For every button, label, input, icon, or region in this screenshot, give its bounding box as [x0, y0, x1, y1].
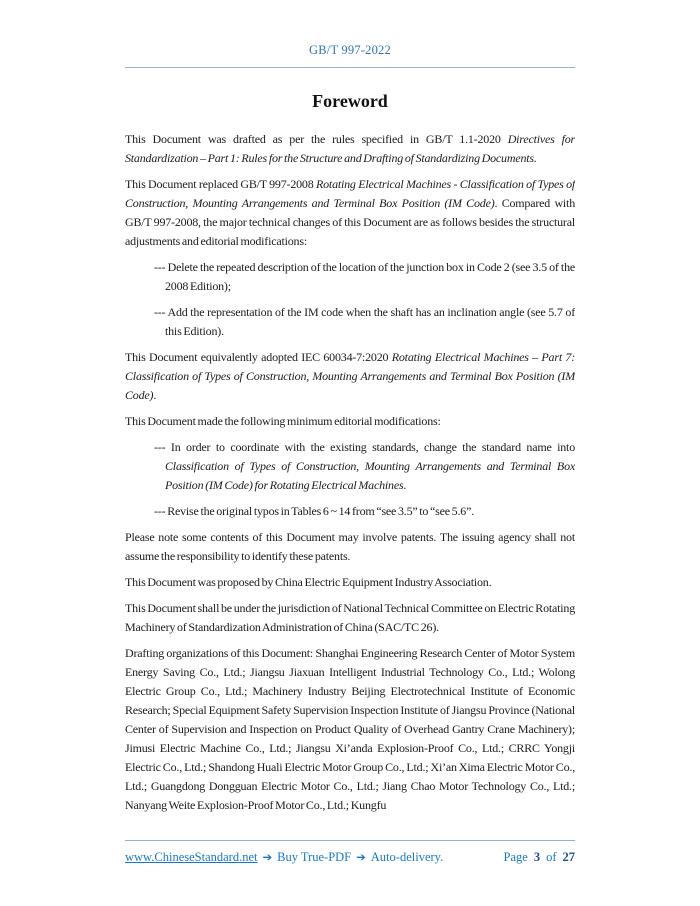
text-run: This Document made the following minimum editorial modifications: [125, 414, 441, 428]
total-page-count: 27 [562, 850, 575, 864]
text-run: This Document shall be under the jurisdiction of National Technical Committee on Electric Rotating Machinery of Standardization Administration of China (SAC/TC 26). [125, 601, 575, 634]
buy-pdf-label: Buy True-PDF [277, 850, 352, 864]
paragraph [125, 412, 575, 431]
text-run: Please note some contents of this Document may involve patents. The issuing agency shall not assume the responsibility to identify these patents. [125, 530, 575, 563]
auto-delivery-label: Auto-delivery. [370, 850, 444, 864]
arrow-icon: ➔ [356, 850, 366, 864]
text-run: --- Add the representation of the IM code when the shaft has an inclination angle (see 5.7 of this Edition). [154, 305, 575, 338]
footer-left [125, 849, 443, 866]
text-run: --- Delete the repeated description of the location of the junction box in Code 2 (see 3.5 of the 2008 Edition); [154, 260, 575, 293]
paragraph [125, 175, 575, 251]
document-body [125, 130, 575, 838]
website-link[interactable]: www.ChineseStandard.net [125, 850, 258, 864]
text-run: Rotating Electrical Machines - Classification of Types of Construction, Mounting Arrangements and Terminal Box Position (IM Code) [125, 177, 575, 210]
current-page-number: 3 [533, 850, 541, 864]
text-run: This Document was drafted as per the rules specified in GB/T 1.1-2020 [125, 132, 508, 146]
bullet-item [154, 438, 575, 495]
bullet-item [154, 258, 575, 296]
page-header [0, 43, 700, 58]
paragraph [125, 528, 575, 566]
text-run: This Document equivalently adopted IEC 60034-7:2020 [125, 350, 392, 364]
of-label: of [546, 850, 557, 864]
paragraph [125, 599, 575, 637]
page-title: Foreword [312, 91, 388, 111]
paragraph [125, 348, 575, 405]
arrow-icon: ➔ [262, 850, 273, 864]
text-run: Classification of Types of Construction, Mounting Arrangements and Terminal Box Position (IM Code) for Rotating Electrical Machines [165, 459, 575, 492]
text-run: . Compared with GB/T 997-2008, the major technical changes of this Document are as follows besides the structural adjustments and editorial modifications: [125, 196, 575, 248]
bullet-item [154, 303, 575, 341]
text-run: This Document was proposed by China Electric Equipment Industry Association. [125, 575, 492, 589]
paragraph [125, 130, 575, 168]
text-run: . [153, 388, 157, 402]
text-run: Directives for Standardization – Part 1: Rules for the Structure and Drafting of Standardizing Documents. [125, 132, 575, 165]
page-label: Page [503, 850, 528, 864]
bullet-item [154, 502, 575, 521]
footer-divider [125, 840, 575, 841]
page-footer [125, 849, 575, 866]
paragraph [125, 644, 575, 815]
text-run: --- Revise the original typos in Tables 6 ~ 14 from “see 3.5” to “see 5.6”. [154, 504, 475, 518]
paragraph [125, 573, 575, 592]
header-divider [125, 67, 575, 68]
text-run: --- In order to coordinate with the existing standards, change the standard name into [154, 440, 575, 454]
text-run: This Document replaced GB/T 997-2008 [125, 177, 316, 191]
text-run: . [403, 478, 407, 492]
text-run: Drafting organizations of this Document: Shanghai Engineering Research Center of Motor System Energy Saving Co., Ltd.; Jiangsu Jiaxuan Intelligent Industrial Technology Co., Ltd.; Wolong Electric Group Co., Ltd.; Machinery Industry Beijing Electrotechnical Institute of Economic Research; Special Equipment Safety Supervision Inspection Institute of Jiangsu Province (National Center of Supervision and Inspection on Product Quality of Overhead Gantry Crane Machinery); Jimusi Electric Machine Co., Ltd.; Jiangsu Xi’anda Explosion-Proof Co., Ltd.; CRRC Yongji Electric Co., Ltd.; Shandong Huali Electric Motor Group Co., Ltd.; Xi’an Xima Electric Motor Co., Ltd.; Guangdong Dongguan Electric Motor Co., Ltd.; Jiang Chao Motor Technology Co., Ltd.; Nanyang Weite Explosion-Proof Motor Co., Ltd.; Kungfu [125, 646, 575, 812]
standard-code: GB/T 997-2022 [309, 43, 391, 57]
page-indicator [504, 849, 575, 866]
text-run: Rotating Electrical Machines – Part 7: Classification of Types of Construction, Mounting Arrangements and Terminal Box Position (IM Code) [125, 350, 575, 402]
